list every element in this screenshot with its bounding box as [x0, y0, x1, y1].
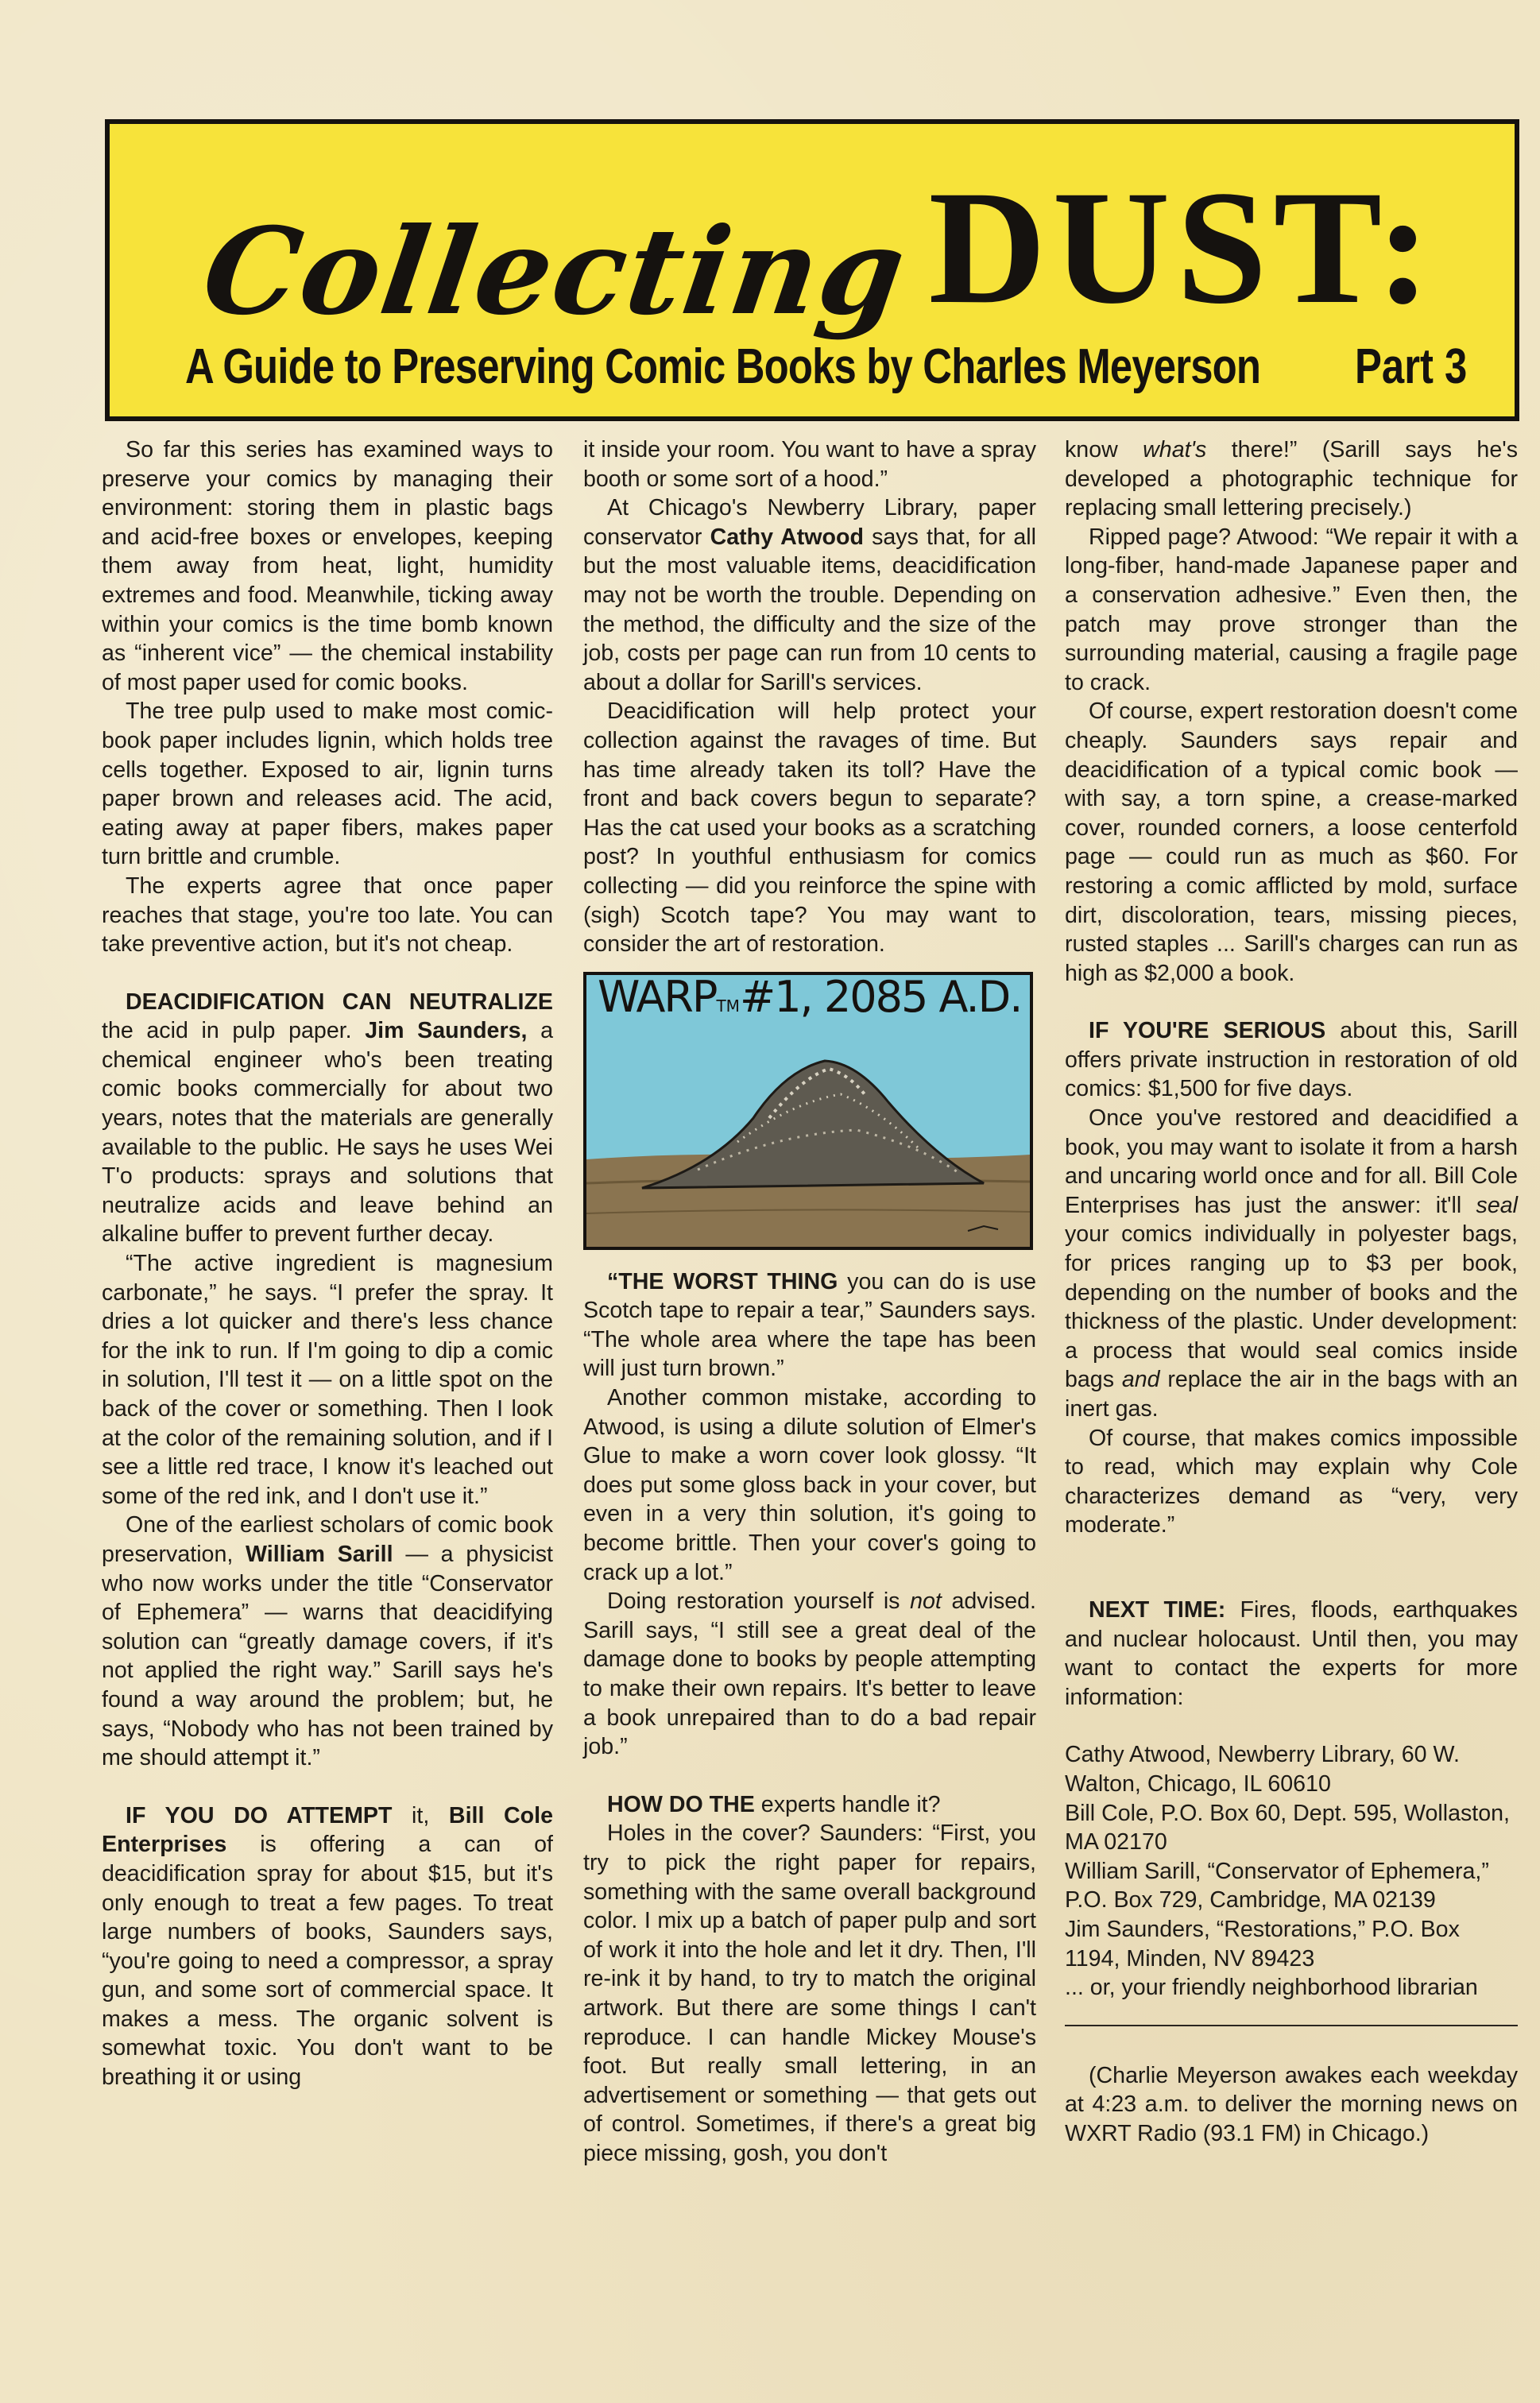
paragraph: IF YOU DO ATTEMPT it, Bill Cole Enterprises is offering a can of deacidification spray for about $15, but it's only enough to treat a few pages. To treat large numbers of books, Saunders says, “you're going to need a compressor, a spray gun, and some sort of commercial space. It makes a mess. The organic solvent is somewhat toxic. You don't want to be breathing it or using [102, 1802, 553, 2091]
title-script: Collecting [195, 202, 915, 342]
paragraph: Once you've restored and deacidified a book, you may want to isolate it from a harsh and uncaring world once and for all. Bill Cole Enterprises has just the answer: it'll seal your comics individually in polyester bags, for prices ranging up to $3 per book, depending on the number of books and the thickness of the plastic. Under development: a process that would seal comics inside bags and replace the air in the bags with an inert gas. [1065, 1105, 1519, 1422]
paragraph: HOW DO THE experts handle it? [607, 1791, 941, 1817]
paragraph: it inside your room. You want to have a spray booth or some sort of a hood.” [583, 437, 1036, 492]
section-lead: “THE WORST THING [607, 1268, 838, 1294]
part-label: Part 3 [1354, 339, 1467, 394]
section-lead: HOW DO THE [607, 1791, 755, 1817]
paragraph: “The active ingredient is magnesium carbonate,” he says. “I prefer the spray. It dries a lot quicker and there's less chance for the ink to run. If I'm going to dip a comic in solution, I'll test it — on a little spot on the back of the cover or something. Then I look at the color of the remaining solution, and if I see a little red trace, I know it's leached out some of the red ink, and I don't use it.” [102, 1251, 553, 1509]
paragraph: NEXT TIME: Fires, floods, earthquakes and nuclear holocaust. Until then, you may want to contact the experts for more information: [1065, 1596, 1518, 1710]
contact-item: Jim Saunders, “Restorations,” P.O. Box 1194, Minden, NV 89423 [1065, 1916, 1460, 1972]
paragraph: Of course, that makes comics impossible to read, which may explain why Cole characterizes demand as “very, very moderate.” [1065, 1425, 1518, 1538]
paragraph: So far this series has examined ways to preserve your comics by managing their environment: storing them in plastic bags and acid-free boxes or envelopes, keeping them away from heat, light, humidity extremes and food. Meanwhile, ticking away within your comics is the time bomb known as “inherent vice” — the chemical instability of most paper used for comic books. [102, 437, 553, 695]
paragraph: IF YOU'RE SERIOUS about this, Sarill offers private instruction in restoration of old comics: $1,500 for five days. [1065, 1018, 1519, 1102]
trademark: TM [716, 996, 740, 1016]
section-lead: IF YOU DO ATTEMPT [126, 1802, 393, 1828]
panel-caption: WARPTM#1, 2085 A.D. [598, 971, 1022, 1022]
contact-list [1065, 1740, 1518, 2002]
divider [1065, 2025, 1518, 2026]
contact-item: Cathy Atwood, Newberry Library, 60 W. Walton, Chicago, IL 60610 [1065, 1742, 1460, 1797]
contact-item: ... or, your friendly neighborhood librarian [1065, 1975, 1478, 2001]
paragraph: At Chicago's Newberry Library, paper conservator Cathy Atwood says that, for all but the most valuable items, deacidification may not be worth the trouble. Depending on the method, the difficulty and the size of the job, costs per page can run from 10 cents to about a dollar for Sarill's services. [583, 495, 1036, 695]
section-lead: DEACIDIFICATION CAN NEUTRALIZE [126, 989, 553, 1015]
comic-panel-illustration [583, 972, 1033, 1250]
paragraph: “THE WORST THING you can do is use Scotch tape to repair a tear,” Saunders says. “The whole area where the tape has been will just turn brown.” [583, 1268, 1036, 1382]
section-lead: NEXT TIME: [1089, 1596, 1226, 1623]
paragraph: Of course, expert restoration doesn't come cheaply. Saunders says repair and deacidification of a typical comic book — with say, a torn spine, a crease-marked cover, rounded corners, a loose centerfold page — could run as much as $60. For restoring a comic afflicted by mold, surface dirt, discoloration, tears, missing pieces, rusted staples ... Sarill's charges can run as high as $2,000 a book. [1065, 698, 1518, 986]
column-2 [583, 435, 1036, 2169]
column-3 [1065, 435, 1518, 2148]
paragraph: Holes in the cover? Saunders: “First, you try to pick the right paper for repairs, something with the same overall background color. I mix up a batch of paper pulp and sort of work it into the hole and let it dry. Then, I'll re-ink it by hand, to try to match the original artwork. But there are some things I can't reproduce. I can handle Mickey Mouse's foot. But really small lettering, in an advertisement or something — that gets out of control. Sometimes, if there's a great big piece missing, gosh, you don't [583, 1821, 1036, 2166]
column-1 [102, 435, 553, 2092]
section-lead: IF YOU'RE SERIOUS [1089, 1018, 1326, 1044]
author-bio: (Charlie Meyerson awakes each weekday at 4:23 a.m. to deliver the morning news on WXRT Radio (93.1 FM) in Chicago.) [1065, 2062, 1518, 2146]
paragraph: Deacidification will help protect your collection against the ravages of time. But has time already taken its toll? Have the front and back covers begun to separate? Has the cat used your books as a scratching post? In youthful enthusiasm for comics collecting — did you reinforce the spine with (sigh) Scotch tape? You may want to consider the art of restoration. [583, 698, 1036, 958]
paragraph: Another common mistake, according to Atwood, is using a dilute solution of Elmer's Glue to make a worn cover look glossy. “It does put some gloss back in your cover, but even in a very thin solution, it's going to become brittle. Then your cover's going to crack up a lot.” [583, 1385, 1036, 1585]
title [195, 154, 1445, 342]
title-block: DUST: [928, 157, 1437, 338]
paragraph: DEACIDIFICATION CAN NEUTRALIZE the acid in pulp paper. Jim Saunders, a chemical engineer who's been treating comic books commercially for about two years, notes that the materials are generally available to the public. He says he uses Wei T'o products: sprays and solutions that neutralize acids and leave behind an alkaline buffer to prevent further decay. [102, 989, 553, 1248]
paragraph: One of the earliest scholars of comic book preservation, William Sarill — a physicist who now works under the title “Conservator of Ephemera” — warns that deacidifying solution can “greatly damage covers, if it's not applied the right way.” Sarill says he's found a way around the problem; but, he says, “Nobody who has not been trained by me should attempt it.” [102, 1512, 553, 1771]
paragraph: The experts agree that once paper reaches that stage, you're too late. You can take preventive action, but it's not cheap. [102, 873, 553, 958]
title-banner [105, 119, 1519, 421]
paragraph: The tree pulp used to make most comic-book paper includes lignin, which holds tree cells together. Exposed to air, lignin turns paper brown and releases acid. The acid, eating away at paper fibers, makes paper turn brittle and crumble. [102, 698, 553, 870]
paragraph: know what's there!” (Sarill says he's developed a photographic technique for replacing small lettering precisely.) [1065, 437, 1518, 521]
paragraph: Ripped page? Atwood: “We repair it with a long-fiber, hand-made Japanese paper and a conservation adhesive.” Even then, the patch may prove stronger than the surrounding material, causing a fragile page to crack. [1065, 524, 1518, 695]
contact-item: William Sarill, “Conservator of Ephemera,” P.O. Box 729, Cambridge, MA 02139 [1065, 1858, 1489, 1913]
paragraph: Doing restoration yourself is not advised. Sarill says, “I still see a great deal of the damage done to books by people attempting to make their own repairs. It's better to leave a book unrepaired than to do a bad repair job.” [583, 1588, 1036, 1760]
contact-item: Bill Cole, P.O. Box 60, Dept. 595, Wollaston, MA 02170 [1065, 1800, 1510, 1855]
subtitle: A Guide to Preserving Comic Books by Charles Meyerson [185, 339, 1261, 394]
